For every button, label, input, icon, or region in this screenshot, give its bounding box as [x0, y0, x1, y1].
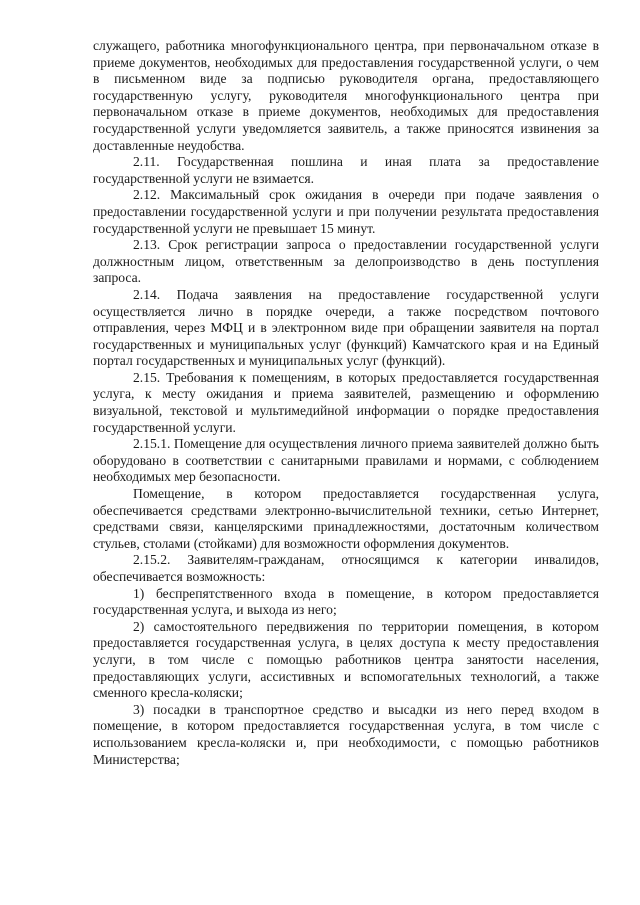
list-item-1: 1) беспрепятственного входа в помещение, в котором предоставляется государственная услуга, и выхода из него; [93, 585, 599, 618]
list-item-2: 2) самостоятельного передвижения по территории помещения, в котором предоставляется государственная услуга, в целях доступа к месту предоставления услуги, в том числе с помощью работников центра занятости населения, предоставляющих услуги, ассистивных и вспомогательных технологий, а также сменного кресла-коляски; [93, 618, 599, 701]
paragraph-2-15-2: 2.15.2. Заявителям-гражданам, относящимся к категории инвалидов, обеспечивается возможность: [93, 552, 599, 584]
document-page [93, 38, 599, 768]
paragraph-2-15-1: 2.15.1. Помещение для осуществления личного приема заявителей должно быть оборудовано в соответствии с санитарными правилами и нормами, с соблюдением необходимых мер безопасности. [93, 436, 599, 485]
paragraph-2-13: 2.13. Срок регистрации запроса о предоставлении государственной услуги должностным лицом, ответственным за делопроизводство в день поступления запроса. [93, 237, 599, 286]
paragraph-2-12: 2.12. Максимальный срок ожидания в очереди при подаче заявления о предоставлении государственной услуги и при получении результата предоставления государственной услуги не превышает 15 минут. [93, 187, 599, 236]
paragraph-2-15: 2.15. Требования к помещениям, в которых предоставляется государственная услуга, к месту ожидания и приема заявителей, размещению и оформлению визуальной, текстовой и мультимедийной информации о порядке предоставления государственной услуги. [93, 369, 599, 435]
paragraph-2-14: 2.14. Подача заявления на предоставление государственной услуги осуществляется лично в порядке очереди, а также посредством почтового отправления, через МФЦ и в электронном виде при обращении заявителя на портал государственных и муниципальных услуг (функций) Камчатского края и на Единый портал государственных и муниципальных услуг (функций). [93, 286, 599, 369]
paragraph-premises-equipment: Помещение, в котором предоставляется государственная услуга, обеспечивается средствами электронно-вычислительной техники, сетью Интернет, средствами связи, канцелярскими принадлежностями, достаточным количеством стульев, столами (стойками) для возможности оформления документов. [93, 486, 599, 551]
paragraph-refusal-continuation: служащего, работника многофункционального центра, при первоначальном отказе в приеме документов, необходимых для предоставления государственной услуги, о чем в письменном виде за подписью руководителя органа, предоставляющего государственную услугу, руководителя многофункционального центра при первоначальном отказе в приеме документов, необходимых для предоставления государственной услуги уведомляется заявитель, а также приносятся извинения за доставленные неудобства. [93, 38, 599, 153]
list-item-3: 3) посадки в транспортное средство и высадки из него перед входом в помещение, в котором предоставляется государственная услуга, в том числе с использованием кресла-коляски и, при необходимости, с помощью работников Министерства; [93, 701, 599, 767]
paragraph-2-11: 2.11. Государственная пошлина и иная плата за предоставление государственной услуги не взимается. [93, 154, 599, 186]
